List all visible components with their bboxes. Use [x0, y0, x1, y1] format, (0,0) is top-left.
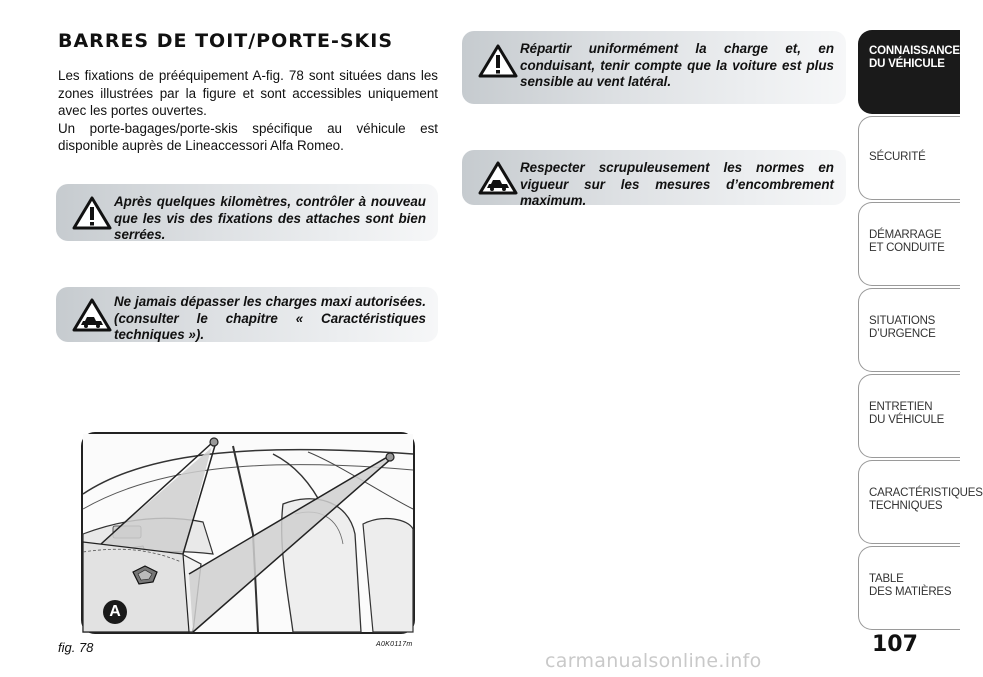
tab-label: DU VÉHICULE [869, 414, 945, 426]
tab-label: ET CONDUITE [869, 242, 945, 254]
warning-text: Ne jamais dépasser les charges maxi autorisées. (consulter le chapitre « Caractéristiques techniques »). [114, 294, 426, 342]
paragraph: Les fixations de prééquipement A-fig. 78 sont situées dans les zones illustrées par la figure et sont accessibles uniquement avec les portes ouvertes. [58, 68, 438, 119]
warning-text: Après quelques kilomètres, contrôler à nouveau que les vis des fixations des attaches sont bien serrées. [114, 194, 426, 242]
figure-caption: fig. 78 [58, 640, 94, 655]
tab-label: CARACTÉRISTIQUES [869, 487, 983, 499]
tab-label: SÉCURITÉ [869, 151, 926, 163]
warning-box [462, 31, 846, 104]
tab-entretien-du-vehicule[interactable] [858, 374, 960, 458]
tab-label: DES MATIÈRES [869, 586, 952, 598]
tab-label: TECHNIQUES [869, 500, 943, 512]
body-text [58, 67, 438, 155]
warning-box [56, 287, 438, 342]
marker-label: A [109, 603, 121, 620]
warning-triangle-icon [478, 44, 518, 78]
tab-label: SITUATIONS [869, 315, 936, 327]
tab-situations-d-urgence[interactable] [858, 288, 960, 372]
tab-label: D’URGENCE [869, 328, 936, 340]
warning-box [462, 150, 846, 208]
page-number: 107 [872, 632, 918, 657]
warning-box [56, 184, 438, 241]
tab-connaissance-du-vehicule[interactable] [858, 30, 960, 114]
tab-caracteristiques-techniques[interactable] [858, 460, 983, 544]
warning-text: Répartir uniformément la charge et, en conduisant, tenir compte que la voiture est plus sensible au vent latéral. [520, 41, 834, 89]
paragraph: Un porte-bagages/porte-skis spécifique au véhicule est disponible auprès de Lineaccessori Alfa Romeo. [58, 120, 438, 154]
tab-demarrage-et-conduite[interactable] [858, 202, 960, 286]
section-title: BARRES DE TOIT/PORTE-SKIS [58, 30, 394, 52]
tab-label: CONNAISSANCE [869, 45, 960, 57]
tab-label: TABLE [869, 573, 904, 585]
car-interior-drawing [83, 434, 413, 632]
tab-label: DÉMARRAGE [869, 229, 942, 241]
figure-illustration [81, 432, 415, 634]
load-warning-icon [478, 161, 518, 195]
warning-text: Respecter scrupuleusement les normes en vigueur sur les mesures d’encombrement maximum. [520, 160, 834, 208]
tab-securite[interactable] [858, 116, 960, 200]
figure-marker [103, 600, 127, 624]
tab-label: ENTRETIEN [869, 401, 933, 413]
warning-triangle-icon [72, 196, 112, 230]
load-warning-icon [72, 298, 112, 332]
tab-table-des-matieres[interactable] [858, 546, 960, 630]
tab-label: DU VÉHICULE [869, 58, 945, 70]
figure-code: A0K0117m [376, 641, 413, 648]
watermark: carmanualsonline.info [545, 650, 762, 672]
